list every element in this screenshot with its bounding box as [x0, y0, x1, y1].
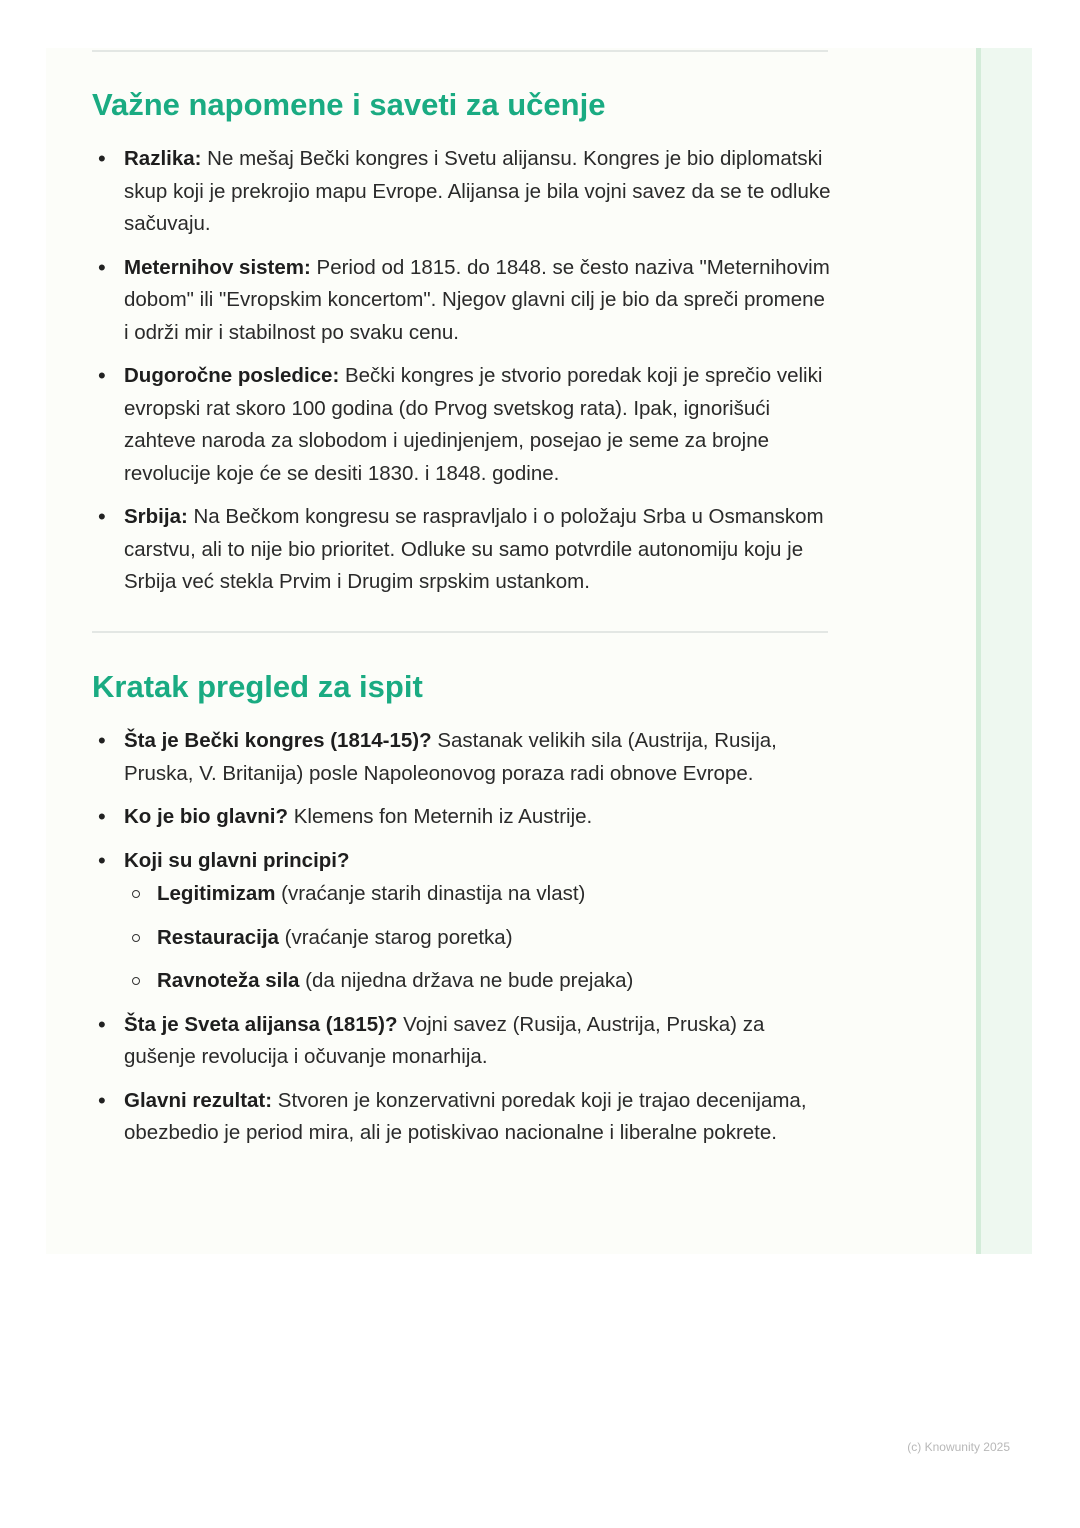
- item-text: Klemens fon Meternih iz Austrije.: [288, 805, 593, 828]
- list-item: [92, 1009, 832, 1074]
- sub-term: Ravnoteža sila: [157, 969, 300, 992]
- item-text: Period od 1815. do 1848. se često naziva "Meternihovim dobom" ili "Evropskim koncertom". Njegov glavni cilj je bio da spreči promene i održi mir i stabilnost po svaku cenu.: [124, 255, 830, 344]
- item-text: Vojni savez (Rusija, Austrija, Pruska) za gušenje revolucija i očuvanje monarhija.: [124, 1012, 765, 1068]
- sublist-item: [124, 922, 832, 955]
- item-term: Ko je bio glavni?: [124, 805, 289, 828]
- item-text: Sastanak velikih sila (Austrija, Rusija, Pruska, V. Britanija) posle Napoleonovog poraza radi obnove Evrope.: [124, 729, 777, 785]
- item-term: Razlika:: [124, 147, 202, 170]
- list-item: [92, 1085, 832, 1150]
- list-item: [92, 360, 832, 490]
- item-text: Stvoren je konzervativni poredak koji je trajao decenijama, obezbedio je period mira, ali je potiskivao nacionalne i liberalne pokrete.: [124, 1088, 807, 1144]
- review-list: [92, 725, 832, 1161]
- sub-text: (da nijedna država ne bude prejaka): [299, 969, 634, 992]
- list-item: [92, 252, 832, 350]
- item-term: Glavni rezultat:: [124, 1088, 273, 1112]
- copyright-text: (c) Knowunity 2025: [907, 1440, 1010, 1454]
- item-term: Dugoročne posledice:: [124, 364, 340, 387]
- sub-text: (vraćanje starih dinastija na vlast): [275, 882, 586, 905]
- item-term: Šta je Sveta alijansa (1815)?: [124, 1012, 398, 1036]
- section-title-tips: Važne napomene i saveti za učenje: [92, 87, 606, 122]
- list-item: [92, 143, 832, 241]
- sublist-item: [124, 965, 832, 998]
- item-term: Srbija:: [124, 505, 188, 528]
- list-item: [92, 725, 832, 790]
- side-accent-bar: [976, 48, 1032, 1254]
- tips-list: [92, 143, 832, 610]
- item-text: Ne mešaj Bečki kongres i Svetu alijansu. Kongres je bio diplomatski skup koji je prekrojio mapu Evrope. Alijansa je bila vojni savez da se te odluke sačuvaju.: [124, 147, 831, 235]
- sublist-item: [124, 878, 832, 911]
- section-title-review: Kratak pregled za ispit: [92, 669, 423, 704]
- item-term: Šta je Bečki kongres (1814-15)?: [124, 729, 432, 752]
- divider-middle: [92, 631, 828, 633]
- sub-term: Restauracija: [157, 925, 279, 949]
- principles-sublist: [124, 878, 832, 998]
- divider-top: [92, 50, 828, 52]
- item-term: Koji su glavni principi?: [124, 848, 350, 872]
- item-text: Na Bečkom kongresu se raspravljalo i o položaju Srba u Osmanskom carstvu, ali to nije bio prioritet. Odluke su samo potvrdile autonomiju koju je Srbija već stekla Prvim i Drugim srpskim ustankom.: [124, 505, 824, 593]
- item-text: Bečki kongres je stvorio poredak koji je sprečio veliki evropski rat skoro 100 godina (do Prvog svetskog rata). Ipak, ignorišući zahteve naroda za slobodom i ujedinjenjem, posejao je seme za brojne revolucije koje će se desiti 1830. i 1848. godine.: [124, 364, 823, 485]
- sub-term: Legitimizam: [157, 882, 276, 905]
- sub-text: (vraćanje starog poretka): [278, 925, 513, 949]
- list-item: [92, 801, 832, 834]
- item-term: Meternihov sistem:: [124, 255, 311, 279]
- list-item: [92, 501, 832, 599]
- list-item: [92, 845, 832, 998]
